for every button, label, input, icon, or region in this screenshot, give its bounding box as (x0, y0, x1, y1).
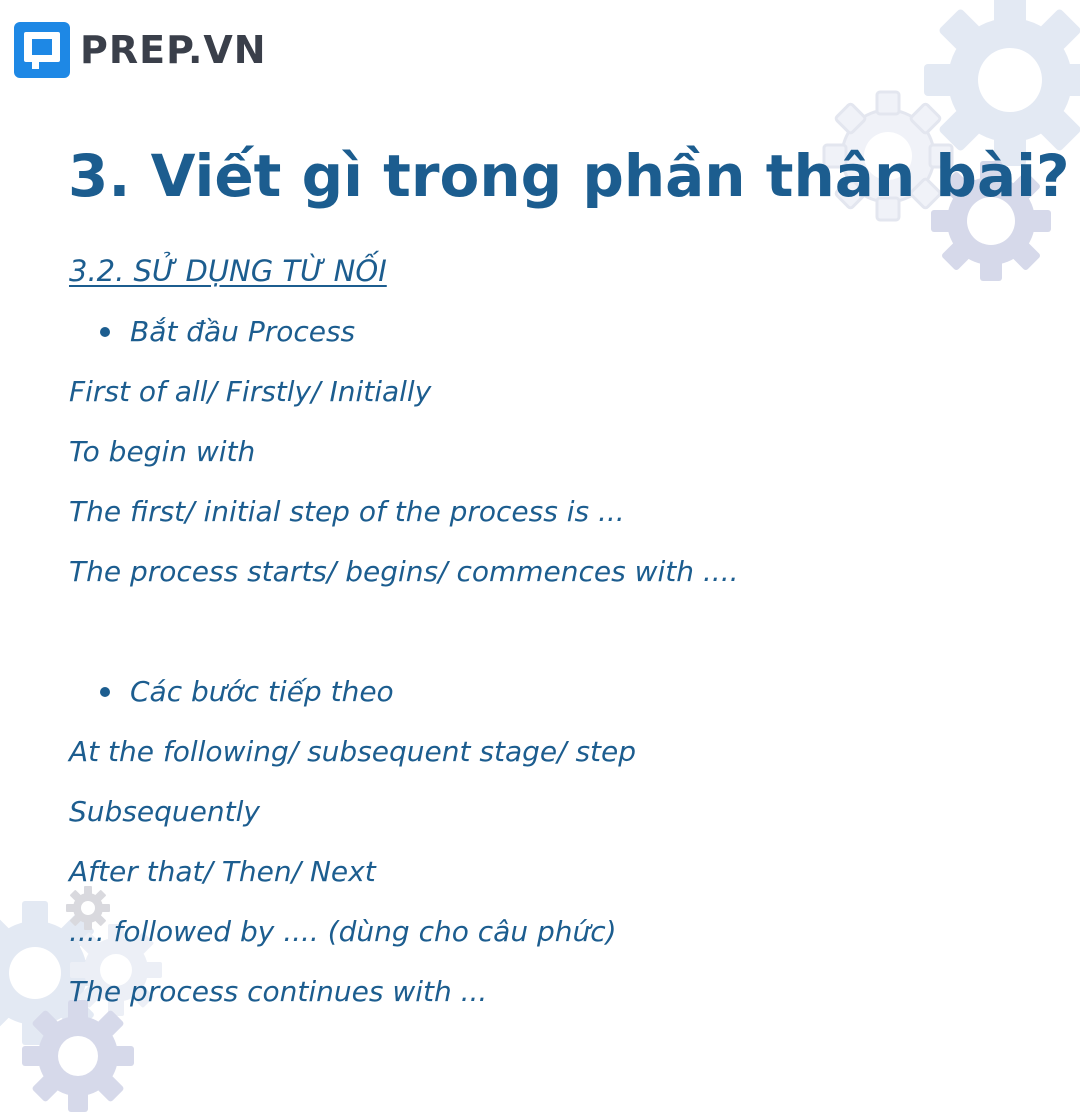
phrase-line: First of all/ Firstly/ Initially (69, 375, 432, 408)
bullet-item-start (100, 310, 355, 354)
phrase-line: After that/ Then/ Next (69, 855, 376, 888)
brand-logo (14, 22, 267, 78)
bullet-item-next-steps (100, 670, 394, 714)
page-title: 3. Viết gì trong phần thân bài? (68, 142, 1070, 210)
phrase-line: The first/ initial step of the process is ... (69, 495, 625, 528)
bullet-label: Các bước tiếp theo (130, 675, 394, 708)
bullet-dot-icon (100, 327, 110, 337)
section-subheading: 3.2. SỬ DỤNG TỪ NỐI (69, 254, 387, 288)
gear-icon-bottom-left-bottom (20, 998, 136, 1114)
bullet-dot-icon (100, 687, 110, 697)
phrase-line: .... followed by .... (dùng cho câu phức) (69, 915, 617, 948)
brand-name: PREP.VN (80, 28, 267, 72)
phrase-line: To begin with (69, 435, 256, 468)
phrase-line: The process starts/ begins/ commences with .... (69, 555, 739, 588)
phrase-line: Subsequently (69, 795, 260, 828)
phrase-line: At the following/ subsequent stage/ step (69, 735, 637, 768)
prep-logo-icon (14, 22, 70, 78)
phrase-line: The process continues with ... (69, 975, 488, 1008)
bullet-label: Bắt đầu Process (130, 315, 356, 348)
